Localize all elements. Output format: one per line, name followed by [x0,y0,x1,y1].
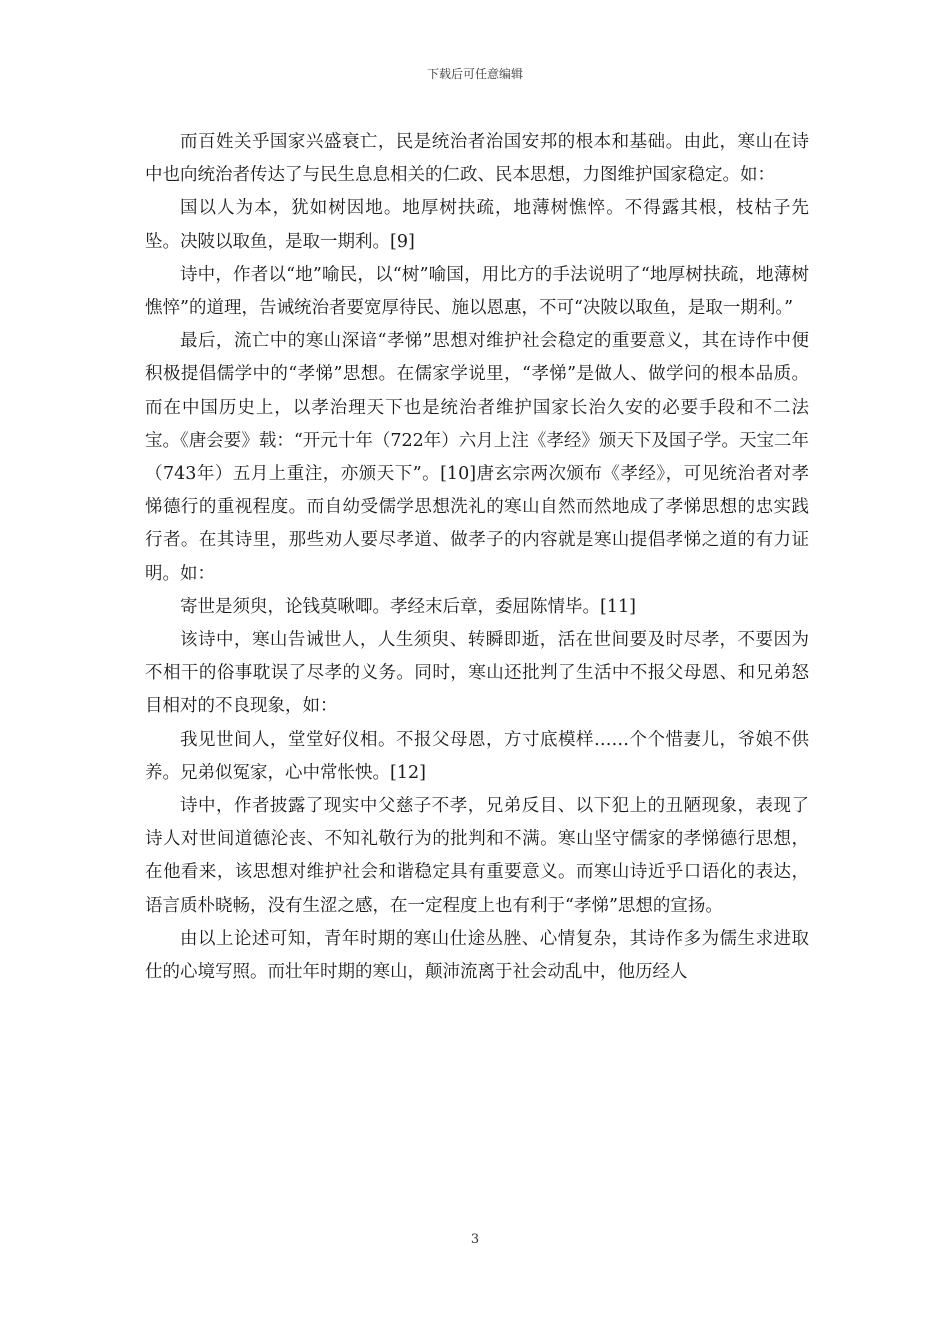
page-header: 下载后可任意编辑 [426,67,523,81]
poem-quote: 国以人为本，犹如树因地。地厚树扶疏，地薄树憔悴。不得露其根，枝枯子先坠。决陂以取鱼，是取一期利。[9] [145,198,809,252]
paragraph: 由以上论述可知，青年时期的寒山仕途丛脞、心情复杂，其诗作多为儒生求进取仕的心境写照。而壮年时期的寒山，颠沛流离于社会动乱中，他历经人 [145,928,809,983]
poem-quote: 寄世是须臾，论钱莫啾唧。孝经末后章，委屈陈情毕。[11] [180,596,636,617]
document-body [145,126,809,989]
paragraph: 最后，流亡中的寒山深谙“孝悌”思想对维护社会稳定的重要意义，其在诗作中便积极提倡儒学中的“孝悌”思想。在儒家学说里，“孝悌”是做人、做学问的根本品质。而在中国历史上，以孝治理天下也是统治者维护国家长治久安的必要手段和不二法宝。《唐会要》载：“开元十年（722年）六月上注《孝经》颁天下及国子学。天宝二年（743年）五月上重注，亦颁天下”。[10]唐玄宗两次颁布《孝经》，可见统治者对孝悌德行的重视程度。而自幼受儒学思想洗礼的寒山自然而然地成了孝悌思想的忠实践行者。在其诗里，那些劝人要尽孝道、做孝子的内容就是寒山提倡孝悌之道的有力证明。如： [145,331,809,584]
page-number: 3 [470,1232,480,1247]
paragraph: 诗中，作者以“地”喻民，以“树”喻国，用比方的手法说明了“地厚树扶疏，地薄树憔悴”的道理，告诫统治者要宽厚待民、施以恩惠，不可“决陂以取鱼，是取一期利。” [145,264,809,319]
paragraph: 诗中，作者披露了现实中父慈子不孝，兄弟反目、以下犯上的丑陋现象，表现了诗人对世间道德沦丧、不知礼敬行为的批判和不满。寒山坚守儒家的孝悌德行思想，在他看来，该思想对维护社会和谐稳定具有重要意义。而寒山诗近乎口语化的表达，语言质朴晓畅，没有生涩之感，在一定程度上也有利于“孝悌”思想的宣扬。 [145,796,809,916]
poem-quote: 我见世间人，堂堂好仪相。不报父母恩，方寸底模样……个个惜妻儿，爷娘不供养。兄弟似冤家，心中常怅怏。[12] [145,729,809,783]
paragraph: 该诗中，寒山告诫世人，人生须臾、转瞬即逝，活在世间要及时尽孝，不要因为不相干的俗事耽误了尽孝的义务。同时，寒山还批判了生活中不报父母恩、和兄弟怒目相对的不良现象，如： [145,630,809,717]
paragraph: 而百姓关乎国家兴盛衰亡，民是统治者治国安邦的根本和基础。由此，寒山在诗中也向统治者传达了与民生息息相关的仁政、民本思想，力图维护国家稳定。如： [145,132,809,186]
